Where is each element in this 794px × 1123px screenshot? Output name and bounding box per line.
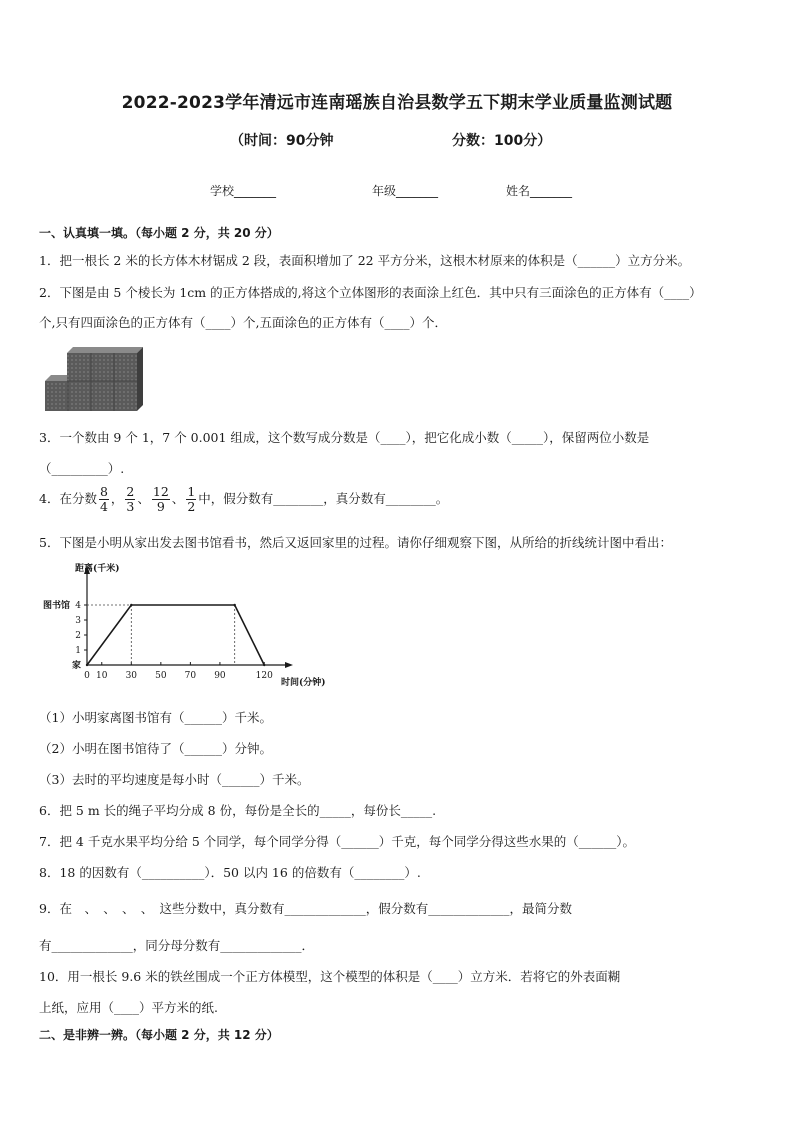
question-2-line-1: 2．下图是由 5 个棱长为 1cm 的正方体搭成的,将这个立体图形的表面涂上红色．其中只有三面涂色的正方体有（____） (39, 285, 702, 300)
x-axis-title: 时间(分钟) (281, 678, 326, 688)
y-tick-label: 2 (75, 631, 81, 641)
question-7: 7．把 4 千克水果平均分给 5 个同学，每个同学分得（______）千克，每个同学分得这些水果的（______）。 (39, 834, 636, 849)
question-9-line-1: 9．在 、 、 、 、 这些分数中，真分数有_____________，假分数有_____________，最简分数 (39, 901, 572, 916)
question-5-part-3: （3）去时的平均速度是每小时（______）千米。 (39, 772, 310, 787)
x-tick-label: 120 (255, 671, 273, 681)
x-tick-label: 90 (214, 671, 226, 681)
question-10-line-1: 10．用一根长 9.6 米的铁丝围成一个正方体模型，这个模型的体积是（____）立方米．若将它的外表面糊 (39, 969, 621, 984)
fraction-3: $\frac{12}{9}$ (152, 484, 169, 514)
series-line-distance (87, 605, 264, 665)
y-label-library: 图书馆 (42, 601, 70, 611)
x-tick-label: 50 (155, 671, 167, 681)
section-2-heading: 二、是非辨一辨。（每小题 2 分，共 12 分） (39, 1028, 279, 1042)
page-title: 2022-2023学年清远市连南瑶族自治县数学五下期末学业质量监测试题 (121, 93, 673, 113)
question-3-line-2: （_________）. (39, 461, 125, 476)
data-point (263, 664, 265, 666)
x-axis-arrow (285, 662, 293, 668)
data-point (233, 604, 235, 606)
question-4: 4．在分数 $\frac{8}{4}$ ， $\frac{2}{3}$ 、 $\frac{12}{9}$ 、 $\frac{1}{2}$ 中，假分数有________，真分数有________。 (39, 484, 449, 514)
y-label-home: 家 (71, 661, 81, 671)
y-tick-label: 4 (75, 601, 81, 611)
data-point (130, 604, 132, 606)
question-3-line-1: 3．一个数由 9 个 1，7 个 0.001 组成，这个数写成分数是（____），把它化成小数（_____），保留两位小数是 (39, 430, 650, 445)
distance-time-chart (40, 560, 326, 692)
grade-field: 年级_______ (372, 184, 439, 198)
x-tick-label: 30 (125, 671, 138, 681)
question-10-line-2: 上纸，应用（____）平方米的纸. (39, 1000, 218, 1015)
x-tick-label: 10 (96, 671, 108, 681)
name-field: 姓名_______ (506, 184, 573, 198)
question-2-line-2: 个,只有四面涂色的正方体有（____）个,五面涂色的正方体有（____）个． (39, 315, 447, 330)
exam-score: 分数：100分） (452, 133, 552, 149)
fraction-4: $\frac{1}{2}$ (187, 484, 196, 514)
y-tick-label: 3 (75, 616, 81, 626)
y-axis-title: 距离(千米) (75, 564, 120, 574)
exam-time: （时间：90分钟 (230, 133, 334, 149)
question-5: 5．下图是小明从家出发去图书馆看书，然后又返回家里的过程。请你仔细观察下图，从所给的折线统计图中看出： (39, 535, 672, 550)
x-tick-label: 0 (84, 671, 90, 681)
data-point (86, 664, 88, 666)
question-8: 8．18 的因数有（__________）．50 以内 16 的倍数有（________）. (39, 865, 421, 880)
question-5-part-1: （1）小明家离图书馆有（______）千米。 (39, 710, 272, 725)
cube-stack-figure (43, 343, 143, 413)
section-1-heading: 一、认真填一填。（每小题 2 分，共 20 分） (39, 226, 279, 240)
x-tick-label: 70 (184, 671, 197, 681)
question-6: 6．把 5 m 长的绳子平均分成 8 份，每份是全长的_____，每份长_____. (39, 803, 437, 818)
school-field: 学校_______ (210, 184, 277, 198)
y-tick-label: 1 (75, 646, 81, 656)
fraction-2: $\frac{2}{3}$ (126, 484, 135, 514)
question-4-prefix: 4．在分数 (39, 491, 97, 506)
question-1: 1．把一根长 2 米的长方体木材锯成 2 段，表面积增加了 22 平方分米，这根木材原来的体积是（______）立方分米。 (39, 253, 691, 268)
question-9-line-2: 有_____________，同分母分数有_____________． (39, 938, 315, 953)
question-4-suffix: 中，假分数有________，真分数有________。 (198, 491, 449, 506)
question-5-part-2: （2）小明在图书馆待了（______）分钟。 (39, 741, 272, 756)
fraction-1: $\frac{8}{4}$ (99, 484, 108, 514)
